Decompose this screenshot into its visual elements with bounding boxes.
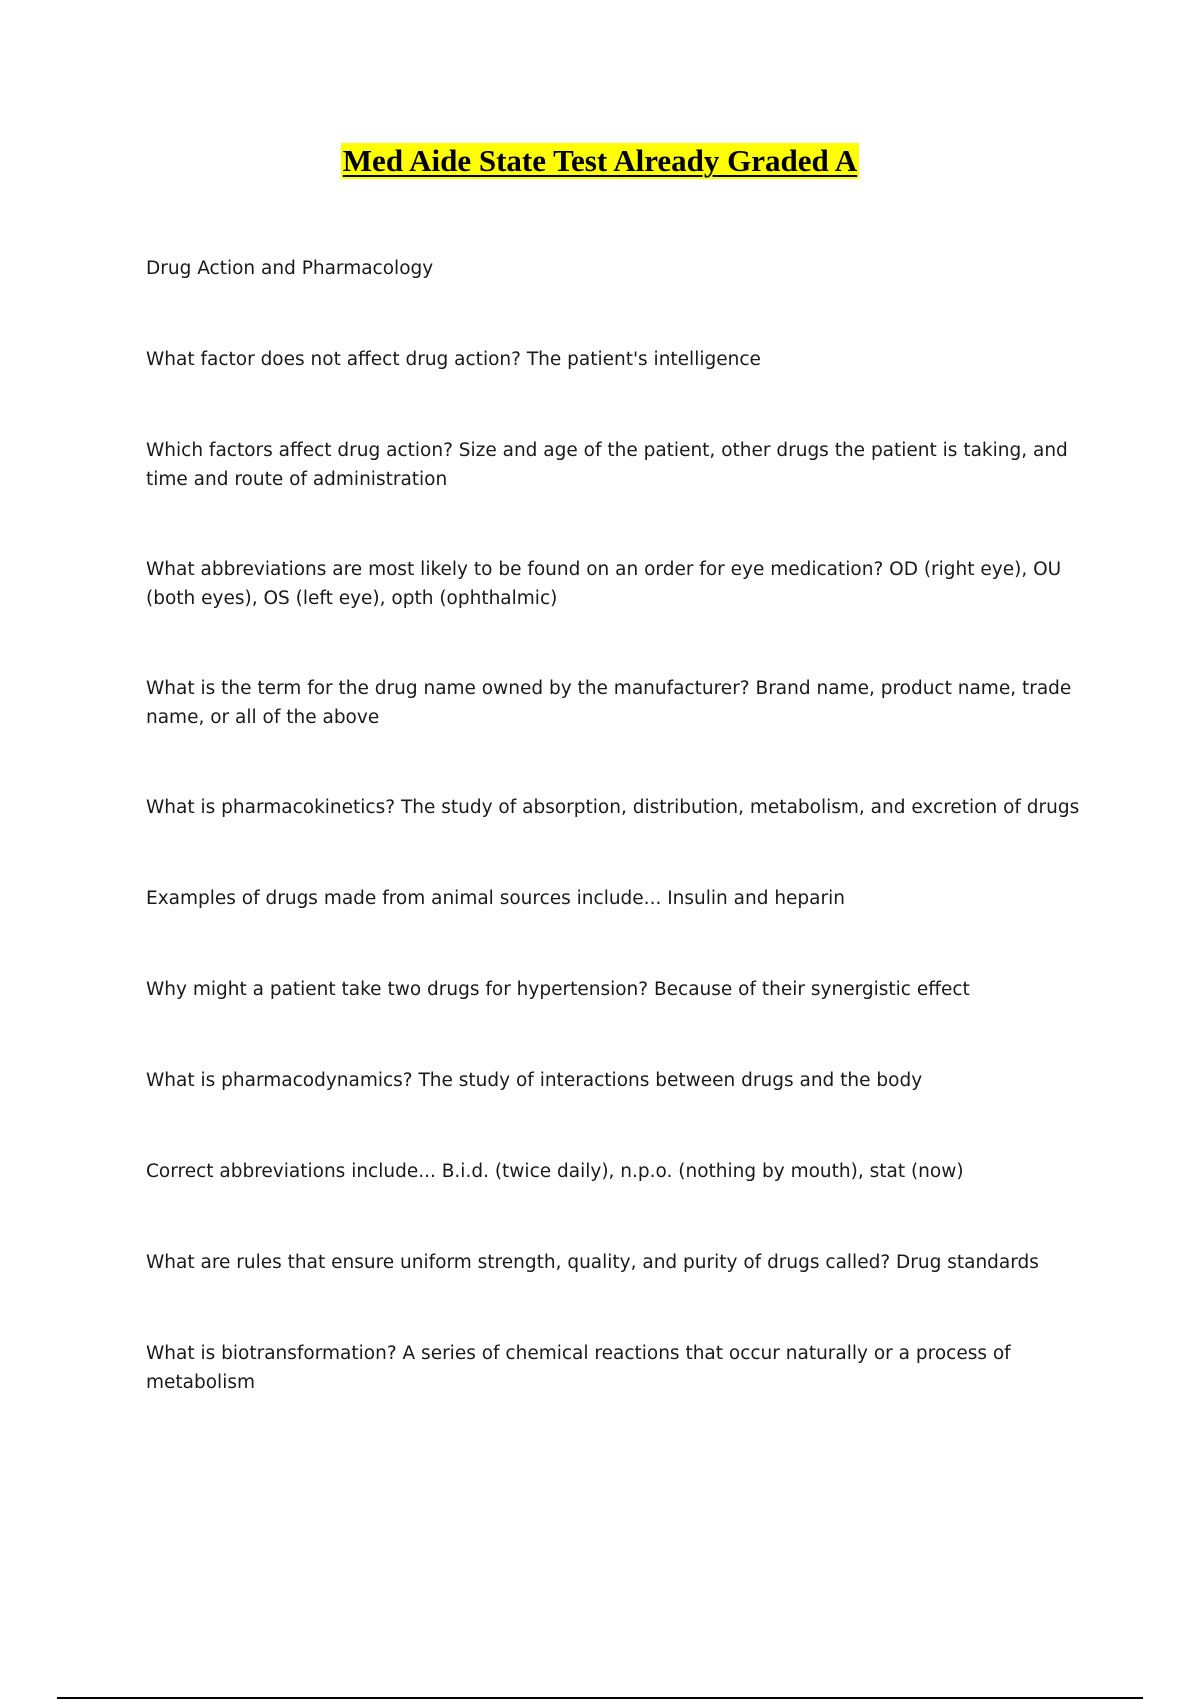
qa-item: Correct abbreviations include... B.i.d. (twice daily), n.p.o. (nothing by mouth), stat (now): [146, 1161, 964, 1182]
title-container: [0, 143, 1200, 179]
page-bottom-rule: [57, 1697, 1143, 1699]
document-title: Med Aide State Test Already Graded A: [342, 143, 858, 178]
qa-item: What factor does not affect drug action? The patient's intelligence: [146, 349, 761, 370]
qa-item: What abbreviations are most likely to be found on an order for eye medication? OD (right eye), OU (both eyes), OS (left eye), opth (ophthalmic): [146, 559, 1062, 609]
document-body: [146, 254, 1086, 1458]
section-heading: Drug Action and Pharmacology: [146, 258, 434, 279]
qa-item: What is the term for the drug name owned by the manufacturer? Brand name, product name, trade name, or all of the above: [146, 678, 1072, 728]
qa-item: What is biotransformation? A series of chemical reactions that occur naturally or a process of metabolism: [146, 1343, 1011, 1393]
qa-item: Why might a patient take two drugs for hypertension? Because of their synergistic effect: [146, 979, 970, 1000]
qa-item: What is pharmacokinetics? The study of absorption, distribution, metabolism, and excretion of drugs: [146, 797, 1080, 818]
qa-item: Examples of drugs made from animal sources include... Insulin and heparin: [146, 888, 845, 909]
qa-item: What is pharmacodynamics? The study of interactions between drugs and the body: [146, 1070, 923, 1091]
qa-item: Which factors affect drug action? Size and age of the patient, other drugs the patient is taking, and time and route of administration: [146, 440, 1068, 490]
qa-item: What are rules that ensure uniform strength, quality, and purity of drugs called? Drug standards: [146, 1252, 1039, 1273]
